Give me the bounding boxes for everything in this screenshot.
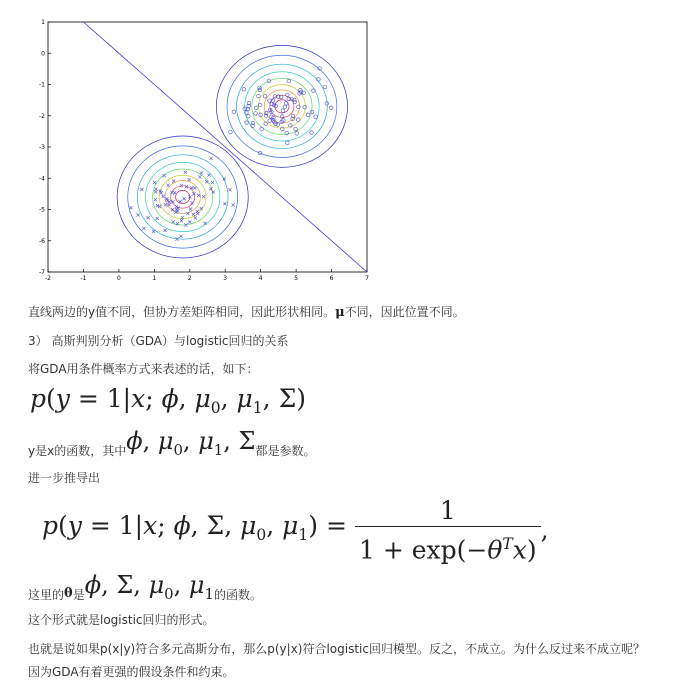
y-tick-label: -3: [39, 144, 45, 151]
formula-conditional: [30, 382, 306, 425]
formula2-lhs: [42, 511, 355, 545]
formula2-theta: θ: [487, 535, 503, 565]
y-tick-label: -1: [39, 81, 45, 89]
theta-comma-1: ,: [101, 571, 117, 599]
sample-x-marker: [164, 203, 167, 206]
sample-o-marker: [229, 130, 233, 134]
formula-params-inline: [126, 427, 256, 459]
plot-frame: [48, 22, 367, 272]
sample-o-marker: [284, 101, 288, 105]
formula1-mu0: μ: [194, 384, 211, 413]
x-tick-label: 7: [365, 275, 369, 282]
formula2-sub1: 1: [298, 526, 309, 545]
sample-x-marker: [188, 221, 191, 224]
sample-x-marker: [180, 184, 183, 187]
formula1-open: (: [46, 384, 56, 413]
sample-x-marker: [186, 212, 189, 215]
y-tick-label: -2: [39, 112, 45, 120]
contour-o: [227, 55, 337, 157]
sample-o-marker: [302, 91, 306, 95]
sample-x-marker: [140, 188, 143, 191]
formula2-x: x: [143, 511, 158, 541]
sample-o-marker: [314, 115, 318, 119]
formula2-comma-1: ,: [190, 511, 207, 541]
formula2-numerator: 1: [439, 496, 456, 525]
formula1-eq: = 1|: [69, 384, 132, 413]
formula2-phi: ϕ: [173, 511, 191, 541]
sample-o-marker: [295, 132, 299, 136]
theta-comma-2: ,: [133, 571, 149, 599]
sample-o-marker: [258, 88, 262, 92]
sample-o-marker: [263, 94, 267, 98]
formula2-sup-t: T: [502, 535, 513, 553]
sample-o-marker: [296, 118, 300, 122]
formula-theta-inline: [84, 571, 214, 603]
formula2-comma-2: ,: [224, 511, 241, 541]
sample-x-marker: [207, 173, 210, 176]
theta-mu0: μ: [148, 571, 165, 599]
sample-x-marker: [198, 175, 201, 178]
formula-logistic: [42, 496, 549, 565]
section-heading-gda-logistic: 3） 高斯判别分析（GDA）与logistic回归的关系: [28, 334, 289, 348]
params-comma-2: ,: [182, 427, 199, 455]
theta-sub0: 0: [164, 584, 174, 603]
formula1-comma-1: ,: [178, 384, 195, 413]
sample-x-marker: [129, 206, 132, 209]
formula2-semi: ;: [157, 511, 174, 541]
mu-symbol: μ: [335, 305, 345, 320]
params-comma-1: ,: [142, 427, 158, 455]
text-params-a: y是x的函数，其中: [28, 444, 127, 458]
sample-o-marker: [254, 112, 258, 116]
sample-x-marker: [223, 202, 226, 205]
formula2-mu0: μ: [240, 511, 257, 541]
sample-o-marker: [281, 127, 285, 131]
text-theta-b: 是: [72, 588, 85, 602]
sample-x-marker: [200, 171, 203, 174]
sample-x-marker: [209, 157, 212, 160]
formula2-comma-3: ,: [266, 511, 283, 541]
paragraph-gaussian-implies: 也就是说如果p(x|y)符合多元高斯分布，那么p(y|x)符合logistic回归模型。反之，不成立。为什么反过来不成立呢？: [28, 642, 645, 656]
sample-o-marker: [306, 113, 310, 117]
formula1-sub0: 0: [210, 399, 221, 417]
x-tick-label: 2: [187, 275, 192, 282]
sample-x-marker: [196, 210, 199, 213]
sample-x-marker: [168, 200, 171, 203]
formula1-x: x: [131, 384, 146, 413]
sample-x-marker: [211, 181, 214, 184]
y-tick-label: 0: [41, 50, 45, 58]
sample-x-marker: [162, 195, 165, 198]
theta-symbol: θ: [64, 586, 73, 601]
params-phi: ϕ: [126, 427, 143, 455]
sample-x-marker: [190, 186, 193, 189]
formula1-p: p: [30, 384, 47, 413]
sample-x-marker: [172, 220, 175, 223]
formula2-equals: =: [326, 511, 347, 541]
sample-o-marker: [247, 114, 251, 118]
sample-o-marker: [329, 106, 333, 110]
text-shape-same-b: 不同，因此位置不同。: [344, 305, 465, 319]
params-sub0: 0: [173, 440, 183, 459]
sample-x-marker: [173, 191, 176, 194]
y-tick-label: -7: [39, 269, 45, 276]
formula2-den-a: 1 + exp(−: [358, 535, 488, 565]
sample-o-marker: [294, 127, 298, 131]
theta-comma-3: ,: [173, 571, 189, 599]
contour-o: [216, 45, 347, 167]
sample-o-marker: [323, 85, 327, 89]
paragraph-parameters: [28, 426, 316, 466]
x-tick-label: -1: [80, 275, 87, 282]
sample-o-marker: [285, 131, 289, 135]
paragraph-theta-function: [28, 570, 262, 610]
x-tick-label: 3: [223, 275, 228, 282]
y-tick-label: -6: [39, 237, 45, 245]
sample-o-marker: [310, 131, 314, 135]
formula1-y: y: [55, 384, 70, 413]
sample-o-marker: [242, 87, 246, 91]
sample-o-marker: [245, 121, 249, 125]
formula2-sub0: 0: [256, 526, 267, 545]
params-comma-3: ,: [223, 427, 239, 455]
paragraph-conditional-prob: 将GDA用条件概率方式来表述的话，如下：: [28, 362, 259, 376]
gda-contour-figure: [30, 14, 375, 286]
sample-o-marker: [232, 110, 236, 114]
params-mu1: μ: [198, 427, 214, 455]
text-theta-a: 这里的: [28, 588, 65, 602]
sample-x-marker: [147, 216, 150, 219]
sample-o-marker: [287, 79, 291, 83]
formula1-comma-3: ,: [262, 384, 279, 413]
x-tick-label: 5: [294, 275, 299, 282]
sample-x-marker: [156, 217, 159, 220]
formula1-comma-2: ,: [220, 384, 237, 413]
formula2-den-x: x: [512, 535, 527, 565]
sample-o-marker: [303, 105, 307, 109]
sample-o-marker: [281, 109, 285, 113]
sample-o-marker: [286, 141, 290, 145]
y-tick-label: -5: [39, 206, 45, 214]
theta-sub1: 1: [204, 584, 214, 603]
formula1-semi: ;: [145, 384, 162, 413]
text-params-b: 都是参数。: [255, 444, 316, 458]
sample-x-marker: [182, 197, 185, 200]
formula2-p: p: [42, 511, 59, 541]
formula1-close: ): [296, 384, 307, 413]
sample-x-marker: [197, 194, 200, 197]
x-tick-label: 0: [116, 275, 121, 282]
sample-o-marker: [257, 94, 261, 98]
paragraph-shape-same: [28, 304, 465, 321]
sample-x-marker: [179, 235, 182, 238]
sample-x-marker: [153, 181, 156, 184]
sample-x-marker: [192, 213, 195, 216]
formula2-open: (: [58, 511, 68, 541]
sample-x-marker: [189, 207, 192, 210]
sample-x-marker: [180, 219, 183, 222]
formula1-sigma: Σ: [278, 384, 297, 413]
sample-x-marker: [188, 178, 191, 181]
params-sigma: Σ: [238, 427, 256, 455]
sample-x-marker: [163, 229, 166, 232]
sample-x-marker: [202, 195, 205, 198]
x-tick-label: 4: [258, 275, 263, 282]
formula2-fraction: [355, 496, 541, 565]
y-tick-label: 1: [41, 19, 45, 26]
x-tick-label: 6: [329, 275, 334, 282]
x-tick-label: -2: [45, 275, 51, 282]
sample-x-marker: [228, 188, 231, 191]
sample-o-marker: [268, 119, 272, 123]
text-shape-same-a: 直线两边的y值不同，但协方差矩阵相同，因此形状相同。: [28, 305, 336, 319]
theta-sigma: Σ: [116, 571, 134, 599]
paragraph-logistic-form: 这个形式就是logistic回归的形式。: [28, 613, 215, 627]
formula2-mu1: μ: [282, 511, 299, 541]
sample-x-marker: [154, 198, 157, 201]
formula2-eq: = 1|: [81, 511, 144, 541]
sample-x-marker: [152, 230, 155, 233]
params-mu0: μ: [157, 427, 174, 455]
sample-o-marker: [283, 105, 287, 109]
sample-o-marker: [276, 123, 280, 127]
paragraph-stronger-assumption: 因为GDA有着更强的假设条件和约束。: [28, 665, 235, 679]
sample-o-marker: [254, 106, 258, 110]
formula1-mu1: μ: [236, 384, 253, 413]
sample-x-marker: [232, 203, 235, 206]
sample-o-marker: [312, 89, 316, 93]
paragraph-further-derive: 进一步推导出: [28, 471, 101, 485]
text-theta-c: 的函数。: [213, 588, 262, 602]
formula2-tail-comma: ,: [540, 515, 549, 545]
sample-o-marker: [260, 127, 264, 131]
theta-mu1: μ: [188, 571, 205, 599]
sample-x-marker: [193, 186, 196, 189]
params-sub1: 1: [213, 440, 224, 459]
formula2-close: ): [308, 511, 319, 541]
formula2-sigma: Σ: [206, 511, 225, 541]
plot-layer: [39, 19, 369, 282]
formula2-den-close: ): [526, 535, 537, 565]
sample-o-marker: [292, 98, 296, 102]
formula1-sub1: 1: [252, 399, 263, 417]
formula1-phi: ϕ: [161, 384, 179, 413]
formula2-denominator: [355, 526, 541, 565]
sample-x-marker: [142, 227, 145, 230]
sample-x-marker: [178, 200, 181, 203]
theta-phi: ϕ: [84, 571, 102, 599]
x-tick-label: 1: [152, 275, 157, 282]
sample-x-marker: [154, 188, 157, 191]
y-tick-label: -4: [39, 175, 45, 183]
sample-x-marker: [166, 184, 169, 187]
sample-x-marker: [194, 216, 197, 219]
sample-x-marker: [172, 179, 175, 182]
formula2-y: y: [67, 511, 82, 541]
sample-x-marker: [184, 171, 187, 174]
sample-x-marker: [136, 213, 139, 216]
